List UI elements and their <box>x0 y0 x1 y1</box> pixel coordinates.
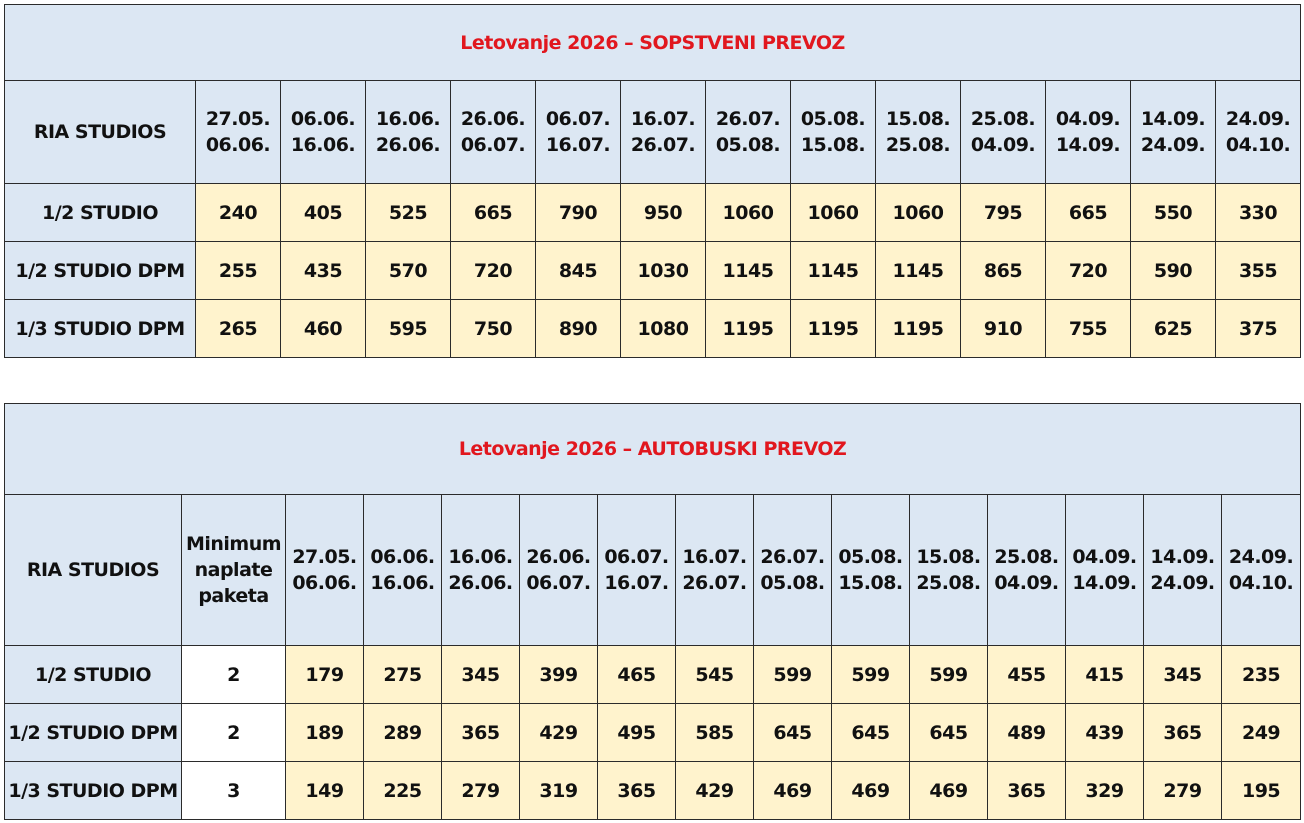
period-header: 27.05. 06.06. <box>196 81 281 184</box>
price-cell: 790 <box>536 184 621 242</box>
price-cell: 890 <box>536 300 621 358</box>
row-label: 1/2 STUDIO DPM <box>5 704 182 762</box>
price-cell: 289 <box>364 704 442 762</box>
period-header: 05.08. 15.08. <box>832 495 910 646</box>
price-cell: 365 <box>442 704 520 762</box>
price-cell: 265 <box>196 300 281 358</box>
row-label: 1/3 STUDIO DPM <box>5 762 182 820</box>
price-cell: 355 <box>1216 242 1301 300</box>
price-cell: 645 <box>754 704 832 762</box>
price-cell: 189 <box>286 704 364 762</box>
header-label: RIA STUDIOS <box>5 495 182 646</box>
price-cell: 469 <box>910 762 988 820</box>
price-cell: 1145 <box>876 242 961 300</box>
minimum-header: Minimum naplate paketa <box>182 495 286 646</box>
price-cell: 279 <box>442 762 520 820</box>
price-cell: 665 <box>451 184 536 242</box>
price-cell: 1145 <box>706 242 791 300</box>
period-header: 04.09. 14.09. <box>1066 495 1144 646</box>
period-header: 24.09. 04.10. <box>1222 495 1301 646</box>
period-header: 26.07. 05.08. <box>754 495 832 646</box>
price-cell: 720 <box>451 242 536 300</box>
period-header: 25.08. 04.09. <box>961 81 1046 184</box>
price-cell: 599 <box>910 646 988 704</box>
period-header: 27.05. 06.06. <box>286 495 364 646</box>
price-cell: 910 <box>961 300 1046 358</box>
period-header: 05.08. 15.08. <box>791 81 876 184</box>
table-title: Letovanje 2026 – AUTOBUSKI PREVOZ <box>5 404 1301 495</box>
period-header: 16.06. 26.06. <box>366 81 451 184</box>
row-label: 1/2 STUDIO <box>5 646 182 704</box>
table-row <box>5 184 1301 242</box>
period-header: 14.09. 24.09. <box>1131 81 1216 184</box>
price-cell: 720 <box>1046 242 1131 300</box>
price-cell: 405 <box>281 184 366 242</box>
price-cell: 365 <box>598 762 676 820</box>
price-cell: 1080 <box>621 300 706 358</box>
price-cell: 1195 <box>791 300 876 358</box>
price-cell: 249 <box>1222 704 1301 762</box>
price-cell: 1060 <box>876 184 961 242</box>
price-cell: 455 <box>988 646 1066 704</box>
price-cell: 465 <box>598 646 676 704</box>
price-cell: 415 <box>1066 646 1144 704</box>
price-cell: 365 <box>1144 704 1222 762</box>
price-cell: 330 <box>1216 184 1301 242</box>
minimum-cell: 3 <box>182 762 286 820</box>
price-cell: 319 <box>520 762 598 820</box>
price-cell: 599 <box>754 646 832 704</box>
period-header: 06.07. 16.07. <box>598 495 676 646</box>
price-cell: 795 <box>961 184 1046 242</box>
price-cell: 240 <box>196 184 281 242</box>
header-label: RIA STUDIOS <box>5 81 196 184</box>
period-header: 15.08. 25.08. <box>910 495 988 646</box>
price-cell: 255 <box>196 242 281 300</box>
period-header: 26.06. 06.07. <box>451 81 536 184</box>
period-header: 26.07. 05.08. <box>706 81 791 184</box>
price-cell: 950 <box>621 184 706 242</box>
table-row <box>5 704 1301 762</box>
price-cell: 279 <box>1144 762 1222 820</box>
period-header: 16.06. 26.06. <box>442 495 520 646</box>
table-row <box>5 762 1301 820</box>
price-cell: 625 <box>1131 300 1216 358</box>
price-cell: 1030 <box>621 242 706 300</box>
price-cell: 489 <box>988 704 1066 762</box>
minimum-cell: 2 <box>182 704 286 762</box>
row-label: 1/2 STUDIO <box>5 184 196 242</box>
period-header: 26.06. 06.07. <box>520 495 598 646</box>
period-header: 14.09. 24.09. <box>1144 495 1222 646</box>
period-header: 16.07. 26.07. <box>621 81 706 184</box>
price-cell: 525 <box>366 184 451 242</box>
period-header: 15.08. 25.08. <box>876 81 961 184</box>
table-row <box>5 300 1301 358</box>
price-cell: 149 <box>286 762 364 820</box>
price-cell: 469 <box>832 762 910 820</box>
price-cell: 235 <box>1222 646 1301 704</box>
price-cell: 599 <box>832 646 910 704</box>
price-cell: 1195 <box>876 300 961 358</box>
price-cell: 225 <box>364 762 442 820</box>
price-cell: 329 <box>1066 762 1144 820</box>
price-cell: 750 <box>451 300 536 358</box>
price-cell: 1060 <box>791 184 876 242</box>
period-header: 25.08. 04.09. <box>988 495 1066 646</box>
period-header: 06.06. 16.06. <box>364 495 442 646</box>
minimum-cell: 2 <box>182 646 286 704</box>
price-cell: 590 <box>1131 242 1216 300</box>
price-cell: 495 <box>598 704 676 762</box>
price-cell: 179 <box>286 646 364 704</box>
price-cell: 345 <box>1144 646 1222 704</box>
price-cell: 429 <box>520 704 598 762</box>
price-cell: 469 <box>754 762 832 820</box>
row-label: 1/3 STUDIO DPM <box>5 300 196 358</box>
price-cell: 365 <box>988 762 1066 820</box>
price-cell: 550 <box>1131 184 1216 242</box>
table-title: Letovanje 2026 – SOPSTVENI PREVOZ <box>5 5 1301 81</box>
price-cell: 645 <box>832 704 910 762</box>
price-cell: 645 <box>910 704 988 762</box>
price-cell: 665 <box>1046 184 1131 242</box>
price-cell: 375 <box>1216 300 1301 358</box>
price-cell: 570 <box>366 242 451 300</box>
period-header: 06.07. 16.07. <box>536 81 621 184</box>
price-cell: 195 <box>1222 762 1301 820</box>
period-header: 16.07. 26.07. <box>676 495 754 646</box>
price-cell: 845 <box>536 242 621 300</box>
period-header: 06.06. 16.06. <box>281 81 366 184</box>
price-cell: 275 <box>364 646 442 704</box>
row-label: 1/2 STUDIO DPM <box>5 242 196 300</box>
price-cell: 545 <box>676 646 754 704</box>
price-table-bus-transport <box>4 403 1301 820</box>
period-header: 24.09. 04.10. <box>1216 81 1301 184</box>
price-cell: 585 <box>676 704 754 762</box>
price-cell: 399 <box>520 646 598 704</box>
price-table-own-transport <box>4 4 1301 358</box>
price-cell: 1145 <box>791 242 876 300</box>
price-cell: 755 <box>1046 300 1131 358</box>
price-cell: 345 <box>442 646 520 704</box>
price-cell: 429 <box>676 762 754 820</box>
price-cell: 1060 <box>706 184 791 242</box>
table-row <box>5 646 1301 704</box>
price-cell: 439 <box>1066 704 1144 762</box>
table-row <box>5 242 1301 300</box>
price-cell: 865 <box>961 242 1046 300</box>
period-header: 04.09. 14.09. <box>1046 81 1131 184</box>
price-cell: 435 <box>281 242 366 300</box>
price-cell: 595 <box>366 300 451 358</box>
price-cell: 1195 <box>706 300 791 358</box>
price-cell: 460 <box>281 300 366 358</box>
